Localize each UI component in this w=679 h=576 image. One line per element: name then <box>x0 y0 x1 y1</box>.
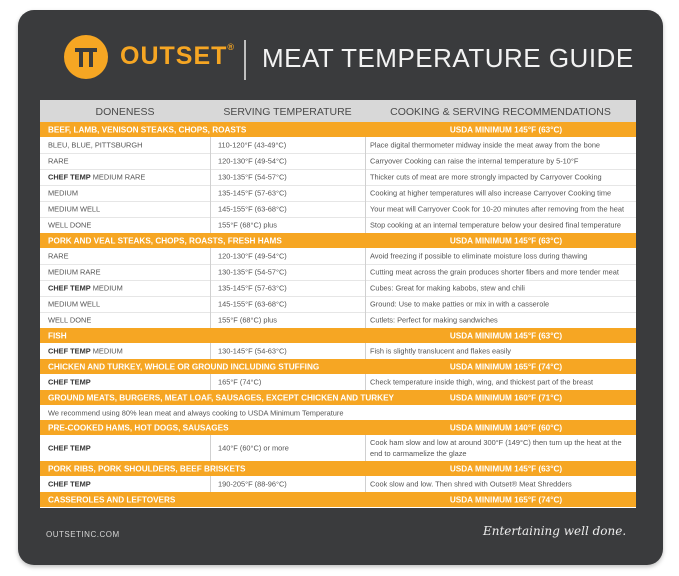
table-row <box>40 248 636 265</box>
chef-temp-label: CHEF TEMP <box>48 479 91 489</box>
column-divider <box>210 217 211 233</box>
doneness-cell <box>48 316 91 325</box>
table-row <box>40 264 636 281</box>
column-divider <box>365 264 366 280</box>
table-row <box>40 435 636 462</box>
usda-minimum: USDA MINIMUM 165°F (74°C) <box>449 495 563 504</box>
column-divider <box>210 280 211 296</box>
table-row <box>40 343 636 360</box>
serving-temp-cell: 130-135°F (54-57°C) <box>218 172 287 182</box>
chef-temp-label: CHEF TEMP <box>48 346 91 356</box>
category-row <box>40 461 636 476</box>
recommendation-cell: Fish is slightly translucent and flakes easily <box>370 346 511 356</box>
recommendation-cell: Thicker cuts of meat are more strongly impacted by Carryover Cooking <box>370 172 602 182</box>
recommendation-cell: Ground: Use to make patties or mix in with a casserole <box>370 299 550 309</box>
doneness-cell <box>48 444 91 453</box>
column-divider <box>210 169 211 185</box>
doneness-value: MEDIUM WELL <box>48 204 101 214</box>
doneness-cell <box>48 378 91 387</box>
recommendation-cell: Avoid freezing if possible to eliminate moisture loss during thawing <box>370 251 588 261</box>
category-name: BEEF, LAMB, VENISON STEAKS, CHOPS, ROASTS <box>48 125 247 134</box>
category-name: CHICKEN AND TURKEY, WHOLE OR GROUND INCLUDING STUFFING <box>48 362 320 371</box>
column-divider <box>210 264 211 280</box>
recommendation-cell: Check temperature inside thigh, wing, and thickest part of the breast <box>370 377 594 387</box>
serving-temp-cell: 155°F (68°C) plus <box>218 220 277 230</box>
doneness-cell <box>48 268 101 277</box>
category-row <box>40 390 636 405</box>
recommendation-cell: Stop cooking at an internal temperature below your desired final temperature <box>370 220 622 230</box>
doneness-value: MEDIUM WELL <box>48 299 101 309</box>
page-title: MEAT TEMPERATURE GUIDE <box>262 43 634 73</box>
category-row <box>40 122 636 137</box>
footer-url: OUTSETINC.COM <box>46 530 120 539</box>
column-divider <box>365 435 366 461</box>
doneness-value: RARE <box>48 156 69 166</box>
column-divider <box>210 248 211 264</box>
column-divider <box>365 312 366 328</box>
table-row <box>40 280 636 297</box>
category-row <box>40 328 636 343</box>
doneness-value: MEDIUM RARE <box>92 172 146 182</box>
category-name: FISH <box>48 331 67 340</box>
recommendation-cell: Cooking at higher temperatures will also increase Carryover Cooking time <box>370 188 612 198</box>
doneness-cell <box>48 284 123 293</box>
column-divider <box>210 185 211 201</box>
note-text: We recommend using 80% lean meat and always cooking to USDA Minimum Temperature <box>48 408 344 417</box>
doneness-value: RARE <box>48 251 69 261</box>
table-row <box>40 201 636 218</box>
category-name: PORK RIBS, PORK SHOULDERS, BEEF BRISKETS <box>48 464 246 473</box>
doneness-cell <box>48 347 123 356</box>
table-row <box>40 312 636 329</box>
recommendation-cell: Cook ham slow and low at around 300°F (149°C) then turn up the heat at the end to carmamelize the glaze <box>370 438 622 458</box>
category-row <box>40 359 636 374</box>
recommendation-cell: Place digital thermometer midway inside the meat away from the bone <box>370 140 601 150</box>
recommendation-cell: Cutlets: Perfect for making sandwiches <box>370 315 498 325</box>
column-divider <box>365 374 366 390</box>
header <box>18 10 663 102</box>
doneness-cell <box>48 189 78 198</box>
usda-minimum: USDA MINIMUM 145°F (63°C) <box>449 464 563 473</box>
serving-temp-cell: 120-130°F (49-54°C) <box>218 251 287 261</box>
doneness-cell <box>48 221 91 230</box>
serving-temp-cell: 135-145°F (57-63°C) <box>218 188 287 198</box>
table-row <box>40 169 636 186</box>
column-header-row <box>40 100 636 122</box>
column-divider <box>210 153 211 169</box>
column-divider <box>365 201 366 217</box>
serving-temp-cell: 190-205°F (88-96°C) <box>218 479 287 489</box>
doneness-cell <box>48 252 69 261</box>
column-divider <box>210 476 211 492</box>
column-header-recommendations: COOKING & SERVING RECOMMENDATIONS <box>390 106 611 118</box>
category-name: PORK AND VEAL STEAKS, CHOPS, ROASTS, FRESH HAMS <box>48 236 282 245</box>
doneness-value: BLEU, BLUE, PITTSBURGH <box>48 140 143 150</box>
column-divider <box>365 280 366 296</box>
header-divider <box>244 40 246 80</box>
column-divider <box>365 296 366 312</box>
outset-logo-icon <box>64 35 108 79</box>
column-divider <box>365 137 366 153</box>
usda-minimum: USDA MINIMUM 145°F (63°C) <box>449 331 563 340</box>
serving-temp-cell: 130-145°F (54-63°C) <box>218 346 287 356</box>
doneness-value: MEDIUM <box>48 188 78 198</box>
table-row <box>40 137 636 154</box>
footer-tagline: Entertaining well done. <box>483 524 627 538</box>
serving-temp-cell: 145-155°F (63-68°C) <box>218 299 287 309</box>
temperature-table <box>40 100 636 508</box>
column-divider <box>365 185 366 201</box>
doneness-value: WELL DONE <box>48 315 92 325</box>
doneness-cell <box>48 157 69 166</box>
column-divider <box>365 343 366 359</box>
column-divider <box>210 137 211 153</box>
doneness-cell <box>48 141 142 150</box>
table-row <box>40 296 636 313</box>
doneness-value: MEDIUM <box>92 283 123 293</box>
column-divider <box>210 296 211 312</box>
doneness-value: MEDIUM <box>92 346 123 356</box>
column-divider <box>210 201 211 217</box>
serving-temp-cell: 120-130°F (49-54°C) <box>218 156 287 166</box>
serving-temp-cell: 140°F (60°C) or more <box>218 443 289 453</box>
recommendation-cell: Carryover Cooking can raise the internal temperature by 5-10°F <box>370 156 579 166</box>
chef-temp-label: CHEF TEMP <box>48 443 91 453</box>
serving-temp-cell: 155°F (68°C) plus <box>218 315 277 325</box>
doneness-cell <box>48 205 100 214</box>
column-divider <box>365 217 366 233</box>
serving-temp-cell: 110-120°F (43-49°C) <box>218 140 287 150</box>
chef-temp-label: CHEF TEMP <box>48 172 91 182</box>
recommendation-cell: Your meat will Carryover Cook for 10-20 minutes after removing from the heat <box>370 204 624 214</box>
category-row <box>40 492 636 507</box>
table-row <box>40 217 636 234</box>
usda-minimum: USDA MINIMUM 145°F (63°C) <box>449 125 563 134</box>
chef-temp-label: CHEF TEMP <box>48 377 91 387</box>
usda-minimum: USDA MINIMUM 160°F (71°C) <box>449 393 563 402</box>
brand-name: OUTSET® <box>120 42 236 70</box>
serving-temp-cell: 135-145°F (57-63°C) <box>218 283 287 293</box>
table-row <box>40 185 636 202</box>
column-header-serving-temperature: SERVING TEMPERATURE <box>223 106 352 118</box>
doneness-cell <box>48 173 145 182</box>
meat-guide-mat <box>18 10 663 565</box>
column-divider <box>365 248 366 264</box>
column-divider <box>365 153 366 169</box>
column-divider <box>210 374 211 390</box>
column-divider <box>210 312 211 328</box>
table-row <box>40 153 636 170</box>
table-row <box>40 476 636 493</box>
serving-temp-cell: 130-135°F (54-57°C) <box>218 267 287 277</box>
note-row <box>40 405 636 420</box>
table-row <box>40 374 636 391</box>
category-row <box>40 420 636 435</box>
column-divider <box>210 435 211 461</box>
column-divider <box>365 169 366 185</box>
column-divider <box>365 476 366 492</box>
serving-temp-cell: 145-155°F (63-68°C) <box>218 204 287 214</box>
usda-minimum: USDA MINIMUM 165°F (74°C) <box>449 362 563 371</box>
category-name: GROUND MEATS, BURGERS, MEAT LOAF, SAUSAGES, EXCEPT CHICKEN AND TURKEY <box>48 393 395 402</box>
category-name: CASSEROLES AND LEFTOVERS <box>48 495 176 504</box>
category-name: PRE-COOKED HAMS, HOT DOGS, SAUSAGES <box>48 423 229 432</box>
column-divider <box>210 343 211 359</box>
usda-minimum: USDA MINIMUM 140°F (60°C) <box>449 423 563 432</box>
recommendation-cell: Cutting meat across the grain produces shorter fibers and more tender meat <box>370 267 619 277</box>
usda-minimum: USDA MINIMUM 145°F (63°C) <box>449 236 563 245</box>
doneness-cell <box>48 300 100 309</box>
doneness-cell <box>48 480 91 489</box>
recommendation-cell: Cubes: Great for making kabobs, stew and chili <box>370 283 525 293</box>
category-row <box>40 233 636 248</box>
chef-temp-label: CHEF TEMP <box>48 283 91 293</box>
recommendation-cell: Cook slow and low. Then shred with Outset® Meat Shredders <box>370 479 572 489</box>
doneness-value: MEDIUM RARE <box>48 267 101 277</box>
column-header-doneness: DONENESS <box>95 106 155 118</box>
serving-temp-cell: 165°F (74°C) <box>218 377 262 387</box>
doneness-value: WELL DONE <box>48 220 92 230</box>
